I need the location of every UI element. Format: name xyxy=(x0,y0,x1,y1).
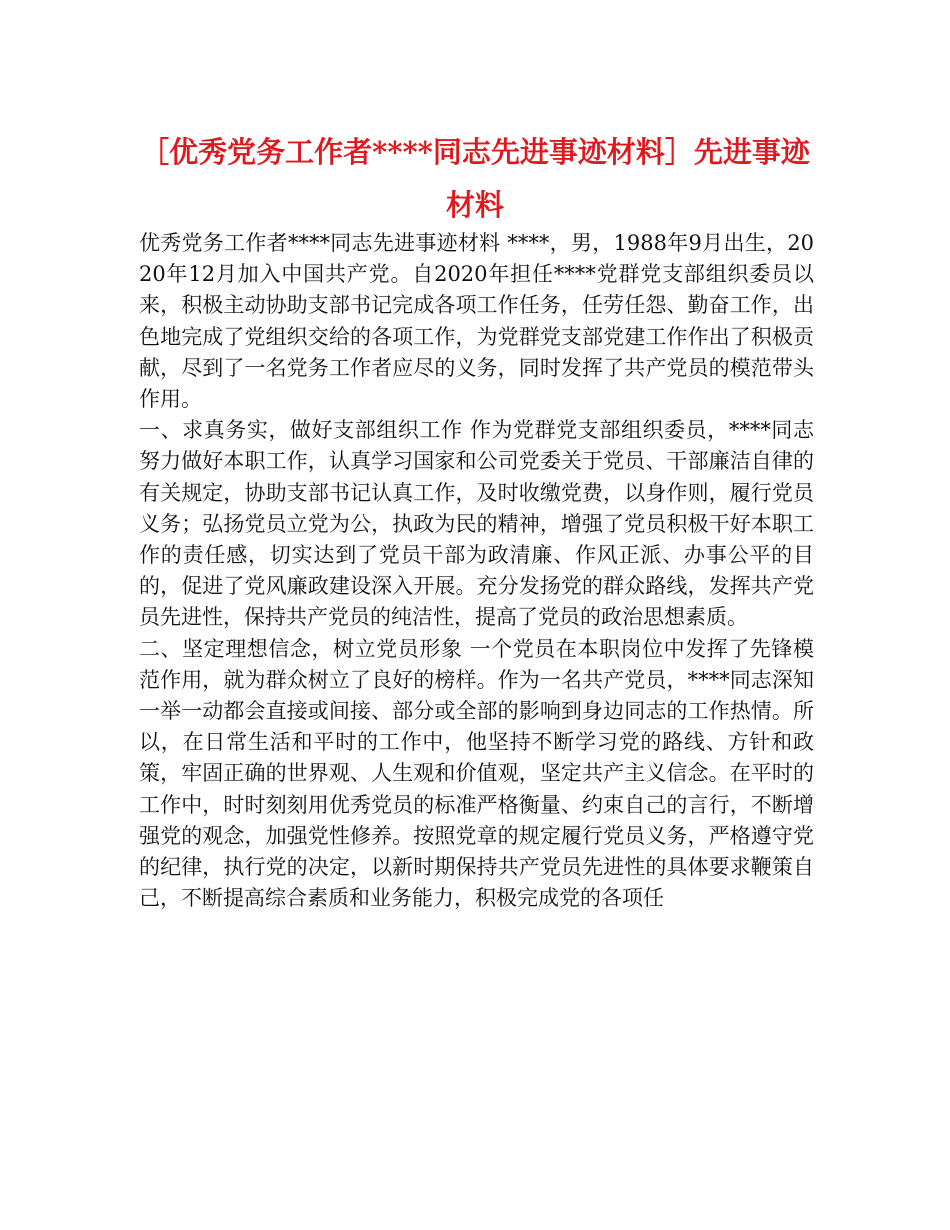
paragraph-section-one: 一、求真务实，做好支部组织工作 作为党群党支部组织委员，****同志努力做好本职工作，认真学习国家和公司党委关于党员、干部廉洁自律的有关规定，协助支部书记认真工作，及时收缴党费，以身作则，履行党员义务；弘扬党员立党为公，执政为民的精神，增强了党员积极干好本职工作的责任感，切实达到了党员干部为政清廉、作风正派、办事公平的目的，促进了党风廉政建设深入开展。充分发扬党的群众路线，发挥共产党员先进性，保持共产党员的纯洁性，提高了党员的政治思想素质。 xyxy=(139,418,814,630)
document-title: ［优秀党务工作者****同志先进事迹材料］先进事迹材料 xyxy=(140,135,810,222)
document-body xyxy=(139,228,814,914)
paragraph-section-two: 二、坚定理想信念，树立党员形象 一个党员在本职岗位中发挥了先锋模范作用，就为群众树立了良好的榜样。作为一名共产党员，****同志深知一举一动都会直接或间接、部分或全部的影响到身边同志的工作热情。所以，在日常生活和平时的工作中，他坚持不断学习党的路线、方针和政策，牢固正确的世界观、人生观和价值观，坚定共产主义信念。在平时的工作中，时时刻刻用优秀党员的标准严格衡量、约束自己的言行，不断增强党的观念，加强党性修养。按照党章的规定履行党员义务，严格遵守党的纪律，执行党的决定，以新时期保持共产党员先进性的具体要求鞭策自己，不断提高综合素质和业务能力，积极完成党的各项任 xyxy=(139,636,814,911)
paragraph-intro: 优秀党务工作者****同志先进事迹材料 ****，男，1988年9月出生，2020年12月加入中国共产党。自2020年担任****党群党支部组织委员以来，积极主动协助支部书记完成各项工作任务，任劳任怨、勤奋工作，出色地完成了党组织交给的各项工作，为党群党支部党建工作作出了积极贡献，尽到了一名党务工作者应尽的义务，同时发挥了共产党员的模范带头作用。 xyxy=(139,231,814,412)
